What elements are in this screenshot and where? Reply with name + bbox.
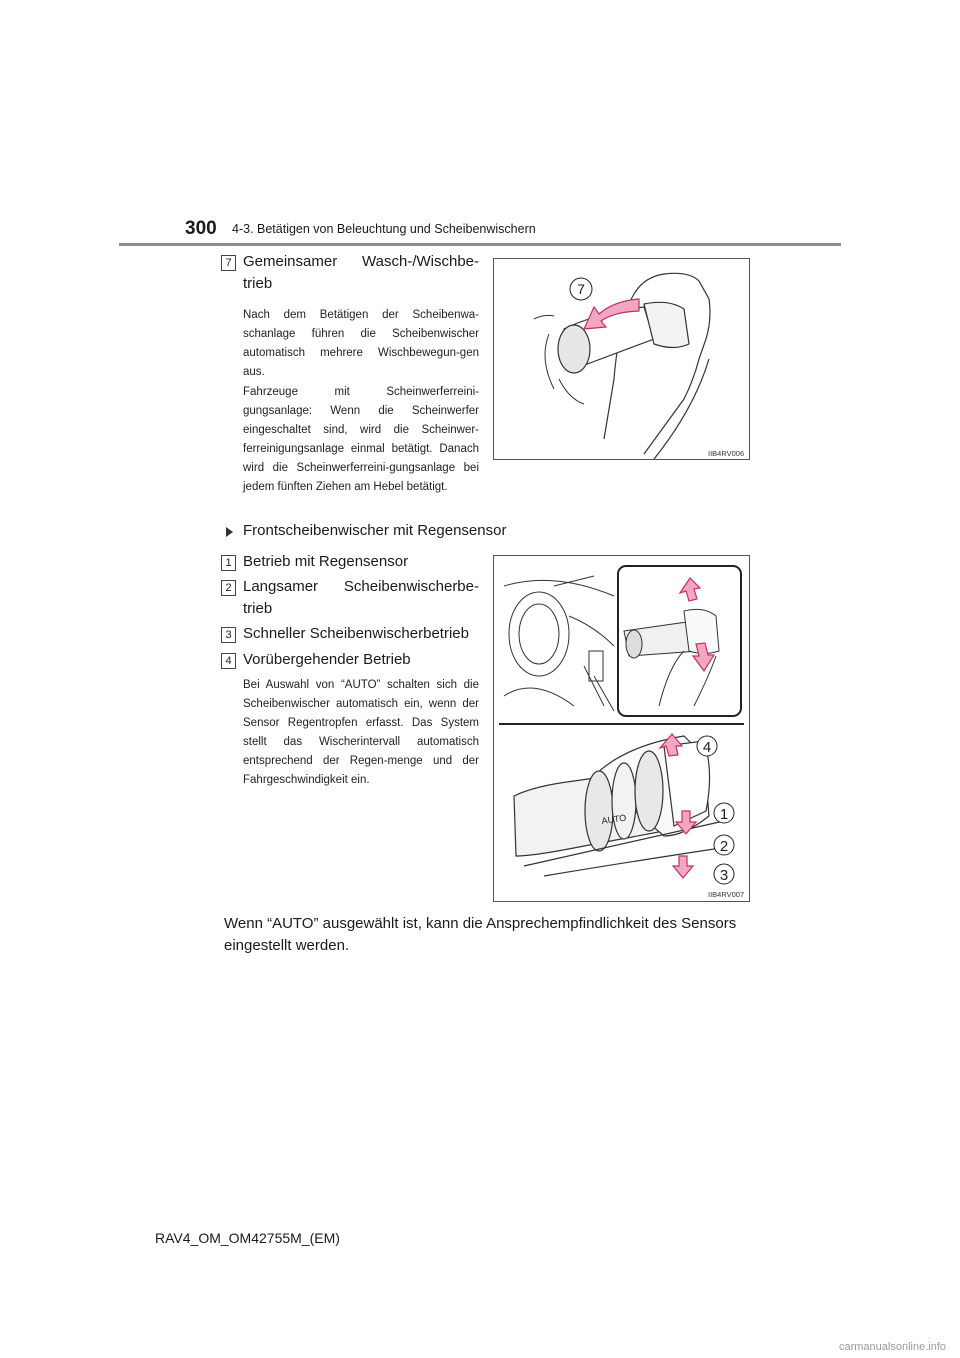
figure-callout-7: 7 [577,281,585,297]
auto-description: Bei Auswahl von “AUTO” schalten sich die Scheibenwischer automatisch ein, wenn der Sensor Regentropfen erfasst. Das System stellt das Wischerintervall automatisch entsprechend der Regen-menge und der Fahrgeschwindigkeit ein. [243,679,479,786]
callout-3: 3 [719,867,729,884]
figure-rain-sensor-lever [493,555,750,902]
header-rule [119,243,841,246]
wash-lever-illustration [494,259,749,459]
item-label-2: Langsamer Scheibenwischerbe-trieb [243,578,479,617]
wash-paragraph-1: Nach dem Betätigen der Scheibenwa-schanlage führen die Scheibenwischer automatisch mehrere Wischbewegun-gen aus. [243,309,479,378]
item-badge-4: 4 [221,653,236,669]
callout-2: 2 [719,838,729,855]
item-label-4: Vorübergehender Betrieb [243,651,411,668]
page-number: 300 [185,218,217,239]
item-badge-1: 1 [221,555,236,571]
down-arrow-2 [673,856,693,878]
wash-paragraph-2: Fahrzeuge mit Scheinwerferreini-gungsanlage: Wenn die Scheinwerfer eingeschaltet sind, wird die Scheinwer-ferreinigungsanlage einmal betätigt. Danach wird die Scheinwerferreini-gungsanlage bei jedem fünften Ziehen am Hebel betätigt. [243,386,479,493]
document-id: RAV4_OM_OM42755M_(EM) [155,1230,340,1246]
item-badge-2: 2 [221,580,236,596]
callout-4: 4 [702,739,712,756]
auto-sensitivity-note: Wenn “AUTO” ausgewählt ist, kann die Ansprechempfindlichkeit des Sensors eingestellt werden. [224,915,737,954]
item-label-1: Betrieb mit Regensensor [243,553,409,570]
auto-label: AUTO [600,812,627,826]
section-title: 4-3. Betätigen von Beleuchtung und Scheibenwischern [232,222,536,236]
figure-code: IIB4RV006 [708,449,745,458]
watermark: carmanualsonline.info [838,1341,946,1353]
figure-code: IIB4RV007 [708,890,745,899]
rain-sensor-illustration [494,556,749,901]
item-badge-3: 3 [221,627,236,643]
rain-sensor-heading: Frontscheibenwischer mit Regensensor [243,522,507,539]
wash-heading: Gemeinsamer Wasch-/Wischbe-trieb [243,253,479,292]
callout-1: 1 [719,806,729,823]
triangle-right-icon [226,527,233,537]
item-label-3: Schneller Scheibenwischerbetrieb [243,625,469,642]
item-badge-7: 7 [221,255,236,271]
figure-wash-lever [493,258,750,460]
